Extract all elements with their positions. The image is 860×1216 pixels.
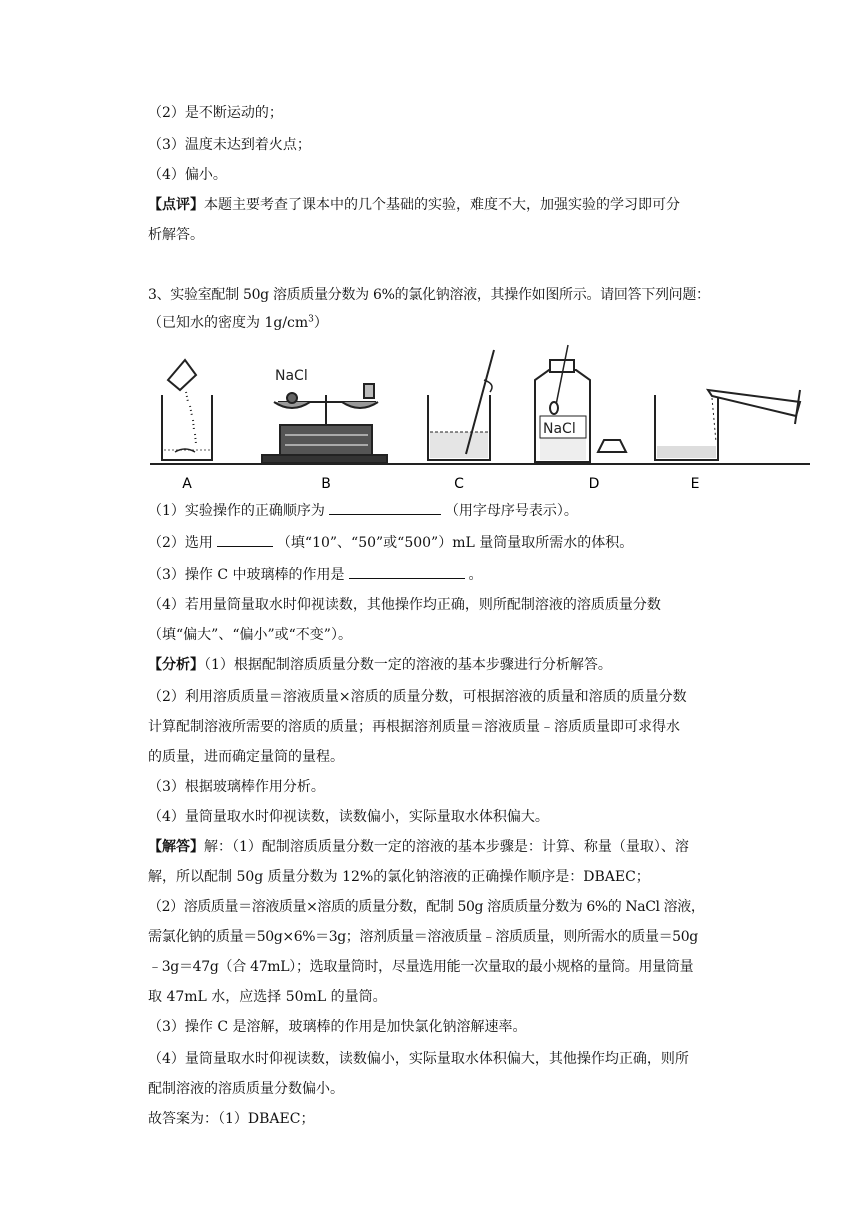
q2-prefix: （2）选用 (148, 535, 213, 551)
answer-3: （3）温度未达到着火点； (148, 137, 311, 153)
comment-text: 本题主要考查了课本中的几个基础的实验，难度不大，加强实验的学习即可分 (204, 197, 680, 213)
question-title: 3、实验室配制 50g 溶质质量分数为 6%的氯化钠溶液，其操作如图所示。请回答下列问题： (148, 287, 710, 303)
answer-2: （2）是不断运动的； (148, 105, 283, 121)
answer-4: （4）偏小。 (148, 167, 227, 183)
comment-tag: 【点评】 (148, 197, 204, 213)
final-answer: 故答案为：（1）DBAEC； (148, 1111, 315, 1127)
figure-b-balance (262, 368, 387, 463)
question-density (148, 312, 738, 334)
analysis-line-6: （4）量筒量取水时仰视读数，读数偏小，实际量取水体积偏大。 (148, 809, 549, 825)
q4-line-2: （填“偏大”、“偏小”或“不变”）。 (148, 627, 352, 643)
figure-e-pouring-water (655, 390, 800, 460)
density-text: （已知水的密度为 1g/cm (148, 315, 309, 331)
figure-d-reagent-bottle (535, 345, 626, 462)
analysis-line-3: 计算配制溶液所需要的溶质的质量；再根据溶剂质量＝溶液质量﹣溶质质量即可求得水 (148, 719, 680, 735)
solution-line-3: （2）溶质质量＝溶液质量×溶质的质量分数，配制 50g 溶质质量分数为 6%的 NaCl 溶液， (148, 899, 705, 915)
solution-line-6: 取 47mL 水，应选择 50mL 的量筒。 (148, 989, 387, 1005)
analysis-tag: 【分析】 (148, 657, 204, 673)
solution-line-7: （3）操作 C 是溶解，玻璃棒的作用是加快氯化钠溶解速率。 (148, 1019, 527, 1035)
solution-line-5: ﹣3g＝47g（合 47mL）；选取量筒时，尽量选用能一次量取的最小规格的量筒。用量筒量 (148, 959, 694, 975)
figure-a-pouring-salt (162, 360, 212, 460)
label-e: E (690, 476, 700, 492)
solution-line-9: 配制溶液的溶质质量分数偏小。 (148, 1081, 344, 1097)
solution-text-1: 解：（1）配制溶质质量分数一定的溶液的基本步骤是：计算、称量（量取）、溶 (204, 839, 689, 855)
comment-line-1 (148, 194, 738, 216)
q2-blank[interactable] (217, 532, 273, 547)
nacl-label-bottle: NaCl (543, 421, 576, 437)
q1 (148, 500, 738, 522)
q3-prefix: （3）操作 C 中玻璃棒的作用是 (148, 567, 345, 583)
label-a: A (182, 476, 192, 492)
solution-tag: 【解答】 (148, 839, 204, 855)
q1-suffix: （用字母序号表示）。 (444, 503, 578, 519)
q1-prefix: （1）实验操作的正确顺序为 (148, 503, 325, 519)
q4-line-1: （4）若用量筒量取水时仰视读数，其他操作均正确，则所配制溶液的溶质质量分数 (148, 597, 661, 613)
analysis-line-2: （2）利用溶质质量＝溶液质量×溶质的质量分数，可根据溶液的质量和溶质的质量分数 (148, 689, 687, 705)
figure-c-stirring (428, 350, 494, 460)
experiment-figure (150, 340, 810, 500)
analysis-text-1: （1）根据配制溶质质量分数一定的溶液的基本步骤进行分析解答。 (204, 657, 612, 673)
label-c: C (454, 476, 464, 492)
label-b: B (321, 476, 331, 492)
solution-line-1 (148, 836, 738, 858)
analysis-line-1 (148, 654, 738, 676)
nacl-label-balance: NaCl (275, 368, 308, 384)
q3-suffix: 。 (468, 567, 483, 583)
analysis-line-5: （3）根据玻璃棒作用分析。 (148, 779, 325, 795)
q1-blank[interactable] (329, 500, 441, 515)
density-suffix: ） (313, 315, 328, 331)
q3 (148, 564, 738, 586)
label-d: D (588, 476, 600, 492)
density-sup: 3 (308, 314, 314, 325)
solution-line-4: 需氯化钠的质量＝50g×6%＝3g；溶剂质量＝溶液质量﹣溶质质量，则所需水的质量＝50g (148, 929, 698, 945)
q2 (148, 532, 738, 554)
comment-line-2: 析解答。 (148, 227, 204, 243)
analysis-line-4: 的质量，进而确定量筒的量程。 (148, 749, 344, 765)
solution-line-8: （4）量筒量取水时仰视读数，读数偏小，实际量取水体积偏大，其他操作均正确，则所 (148, 1051, 689, 1067)
q3-blank[interactable] (349, 564, 465, 579)
q2-suffix: （填“10”、“50”或“500”）mL 量筒量取所需水的体积。 (276, 535, 634, 551)
solution-line-2: 解，所以配制 50g 质量分数为 12%的氯化钠溶液的正确操作顺序是：DBAEC； (148, 869, 650, 885)
